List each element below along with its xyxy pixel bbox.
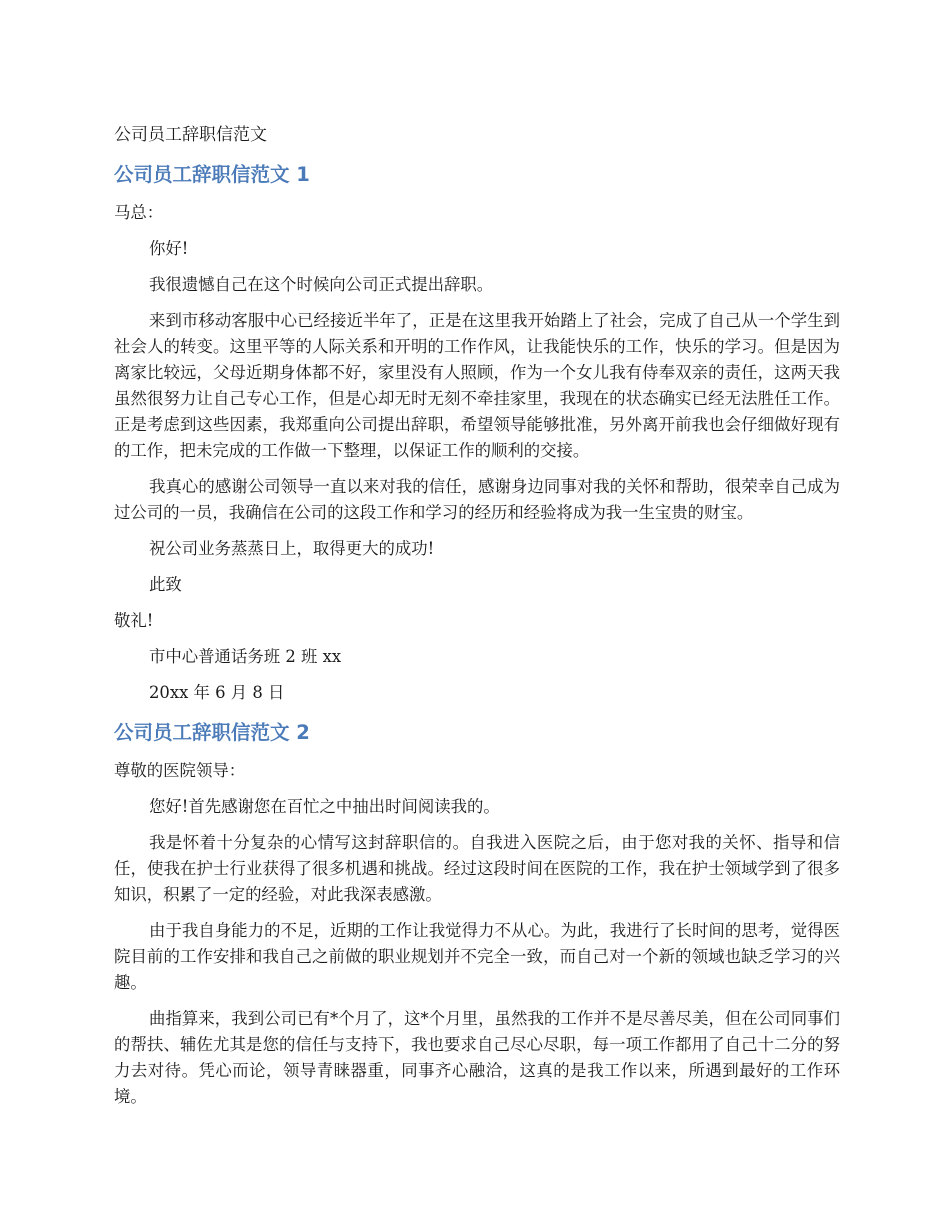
- letter-2-paragraph: 我是怀着十分复杂的心情写这封辞职信的。自我进入医院之后，由于您对我的关怀、指导和信任，使我在护士行业获得了很多机遇和挑战。经过这段时间在医院的工作，我在护士领域学到了很多知识，积累了一定的经验，对此我深表感激。: [114, 833, 840, 904]
- letter-1-paragraph: 你好!: [149, 239, 189, 258]
- document-title: 公司员工辞职信范文: [114, 125, 267, 145]
- letter-1-date: 20xx 年 6 月 8 日: [149, 683, 285, 702]
- letter-2-paragraph: 曲指算来，我到公司已有*个月了，这*个月里，虽然我的工作并不是尽善尽美，但在公司同事们的帮扶、辅佐尤其是您的信任与支持下，我也要求自己尽心尽职，每一项工作都用了自己十二分的努力去对待。凭心而论，领导青睐器重，同事齐心融洽，这真的是我工作以来，所遇到最好的工作环境。: [114, 1009, 840, 1106]
- letter-1-paragraph: 我真心的感谢公司领导一直以来对我的信任，感谢身边同事对我的关怀和帮助，很荣幸自己成为过公司的一员，我确信在公司的这段工作和学习的经历和经验将成为我一生宝贵的财宝。: [114, 477, 840, 522]
- letter-1-heading: 公司员工辞职信范文 1: [114, 163, 310, 186]
- letter-2: [114, 718, 840, 1110]
- letter-1-paragraph: 我很遗憾自己在这个时候向公司正式提出辞职。: [149, 275, 494, 294]
- letter-1-signature: 市中心普通话务班 2 班 xx: [149, 647, 342, 666]
- letter-1-paragraph: 来到市移动客服中心已经接近半年了，正是在这里我开始踏上了社会，完成了自己从一个学生到社会人的转变。这里平等的人际关系和开明的工作作风，让我能快乐的工作，快乐的学习。但是因为离家比较远，父母近期身体都不好，家里没有人照顾，作为一个女儿我有侍奉双亲的责任，这两天我虽然很努力让自己专心工作，但是心却无时无刻不牵挂家里，我现在的状态确实已经无法胜任工作。正是考虑到这些因素，我郑重向公司提出辞职，希望领导能够批准，另外离开前我也会仔细做好现有的工作，把未完成的工作做一下整理，以保证工作的顺利的交接。: [114, 311, 840, 460]
- letter-2-heading: 公司员工辞职信范文 2: [114, 721, 310, 744]
- letter-1: [114, 160, 840, 706]
- letter-1-closing: 敬礼!: [114, 611, 154, 630]
- document-page: [114, 122, 840, 1120]
- letter-1-paragraph: 此致: [149, 575, 182, 594]
- letter-2-paragraph: 由于我自身能力的不足，近期的工作让我觉得力不从心。为此，我进行了长时间的思考，觉得医院目前的工作安排和我自己之前做的职业规划并不完全一致，而自己对一个新的领域也缺乏学习的兴趣。: [114, 921, 840, 992]
- letter-1-paragraph: 祝公司业务蒸蒸日上，取得更大的成功!: [149, 539, 435, 558]
- letter-2-paragraph: 您好!首先感谢您在百忙之中抽出时间阅读我的。: [149, 797, 500, 816]
- letter-1-salutation: 马总：: [114, 203, 164, 222]
- letter-2-salutation: 尊敬的医院领导：: [114, 761, 246, 780]
